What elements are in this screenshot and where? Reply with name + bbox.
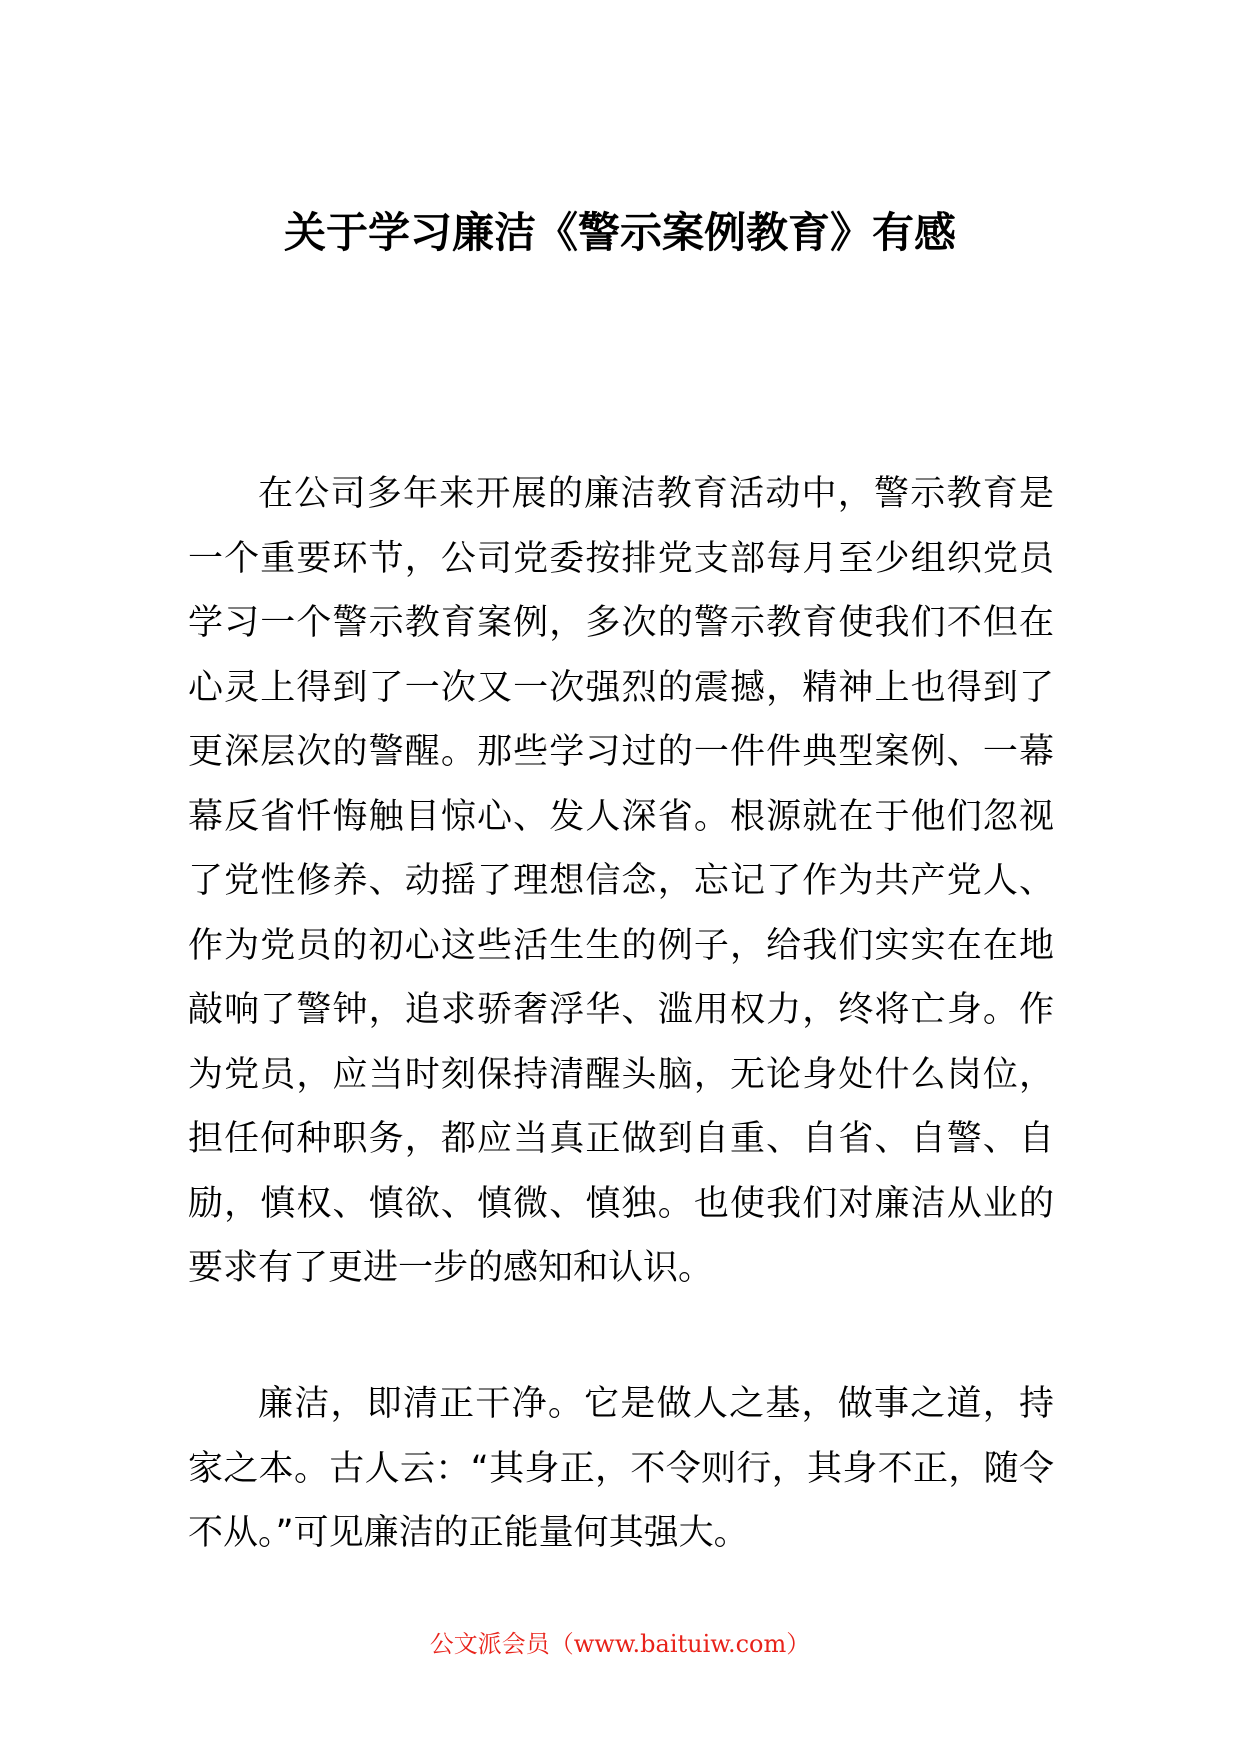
document-title: 关于学习廉洁《警示案例教育》有感 (283, 208, 956, 257)
footer-watermark: 公文派会员（www.baituiw.com） (429, 1630, 811, 1658)
body-paragraph-2: 廉洁，即清正干净。它是做人之基，做事之道，持家之本。古人云：“其身正，不令则行，其身不正，随令不从。”可见廉洁的正能量何其强大。 (188, 1384, 1054, 1553)
body-paragraph-1: 在公司多年来开展的廉洁教育活动中，警示教育是一个重要环节，公司党委按排党支部每月至少组织党员学习一个警示教育案例，多次的警示教育使我们不但在心灵上得到了一次又一次强烈的震撼，精神上也得到了更深层次的警醒。那些学习过的一件件典型案例、一幕幕反省忏悔触目惊心、发人深省。根源就在于他们忽视了党性修养、动摇了理想信念，忘记了作为共产党人、作为党员的初心这些活生生的例子，给我们实实在在地敲响了警钟，追求骄奢浮华、滥用权力，终将亡身。作为党员，应当时刻保持清醒头脑，无论身处什么岗位，担任何种职务，都应当真正做到自重、自省、自警、自励，慎权、慎欲、慎微、慎独。也使我们对廉洁从业的要求有了更进一步的感知和认识。 (188, 474, 1054, 1288)
